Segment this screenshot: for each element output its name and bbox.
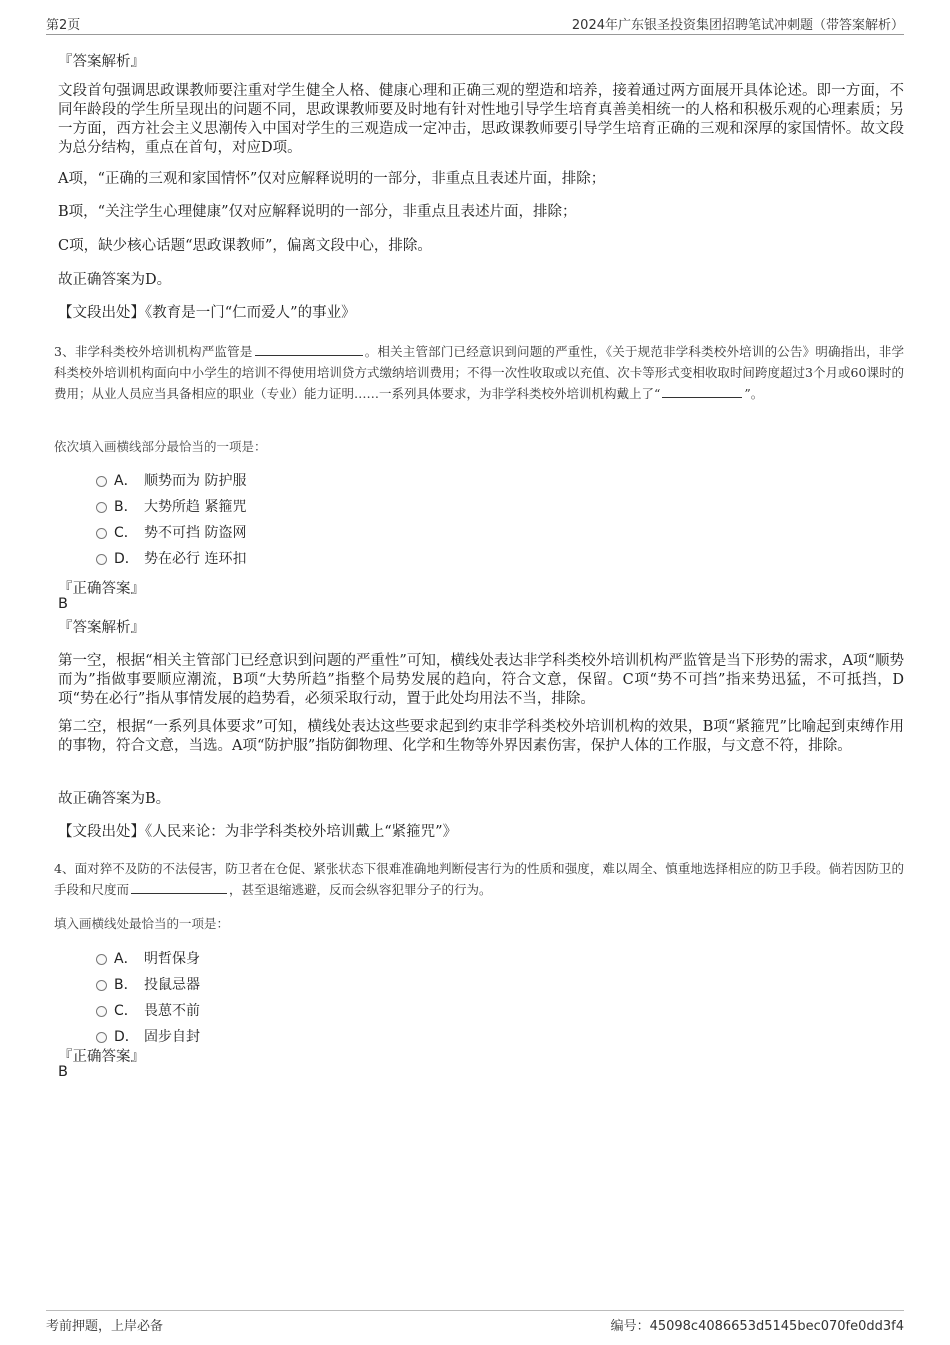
option-letter: B．	[114, 977, 138, 993]
analysis-paragraph: 第二空，根据“一系列具体要求”可知，横线处表达这些要求起到约束非学科类校外培训机构的效果，B项“紧箍咒”比喻起到束缚作用的事物，符合文意，当选。A项“防护服”指防御物理、化学和生物等外界因素伤害，保护人体的工作服，与文意不符，排除。	[58, 719, 904, 754]
analysis-label: 『答案解析』	[58, 54, 145, 70]
question-stem-part: ”。	[744, 386, 764, 401]
correct-answer-label: 『正确答案』	[58, 1049, 145, 1065]
question-stem-part: 3、非学科类校外培训机构严监管是	[54, 344, 253, 359]
question-stem-part: 4、面对猝不及防的不法侵害，防卫者在仓促、紧张状态下很难准确地判断侵害行为的性质和强度，难以周全、慎重地选择相应的防卫手段。倘若因防卫的手段和尺度而	[54, 861, 904, 897]
footer-slogan: 考前押题，上岸必备	[46, 1319, 164, 1334]
answer-blank	[255, 341, 363, 356]
analysis-label: 『答案解析』	[58, 620, 145, 636]
question-stem	[54, 858, 904, 900]
option-letter: C．	[114, 1003, 138, 1019]
radio-button[interactable]	[96, 954, 107, 965]
analysis-paragraph: 文段首句强调思政课教师要注重对学生健全人格、健康心理和正确三观的塑造和培养，接着通过两方面展开具体论述。即一方面，不同年龄段的学生所呈现出的问题不同，思政课教师要及时地有针对性地引导学生培育真善美相统一的人格和积极乐观的心理素质；另一方面，西方社会主义思潮传入中国对学生的三观造成一定冲击，思政课教师要引导学生培育正确的三观和深厚的家国情怀。故文段为总分结构，重点在首句，对应D项。	[58, 83, 904, 156]
correct-answer: B	[58, 1064, 68, 1080]
analysis-paragraph: 第一空，根据“相关主管部门已经意识到问题的严重性”可知，横线处表达非学科类校外培训机构严监管是当下形势的需求，A项“顺势而为”指做事要顺应潮流，B项“大势所趋”指整个局势发展的趋向，符合文意，保留。C项“势不可挡”指来势迅猛，不可抵挡，D项“势在必行”指从事情发展的趋势看，必须采取行动，置于此处均用法不当，排除。	[58, 653, 904, 707]
option-text: 投鼠忌器	[144, 977, 200, 993]
question-stem-part: ，甚至退缩逃避，反而会纵容犯罪分子的行为。	[229, 882, 492, 897]
option-text: 顺势而为 防护服	[144, 473, 247, 489]
option-letter: A．	[114, 473, 138, 489]
correct-answer: B	[58, 596, 68, 612]
radio-button[interactable]	[96, 980, 107, 991]
answer-blank	[662, 383, 742, 398]
option-letter: A．	[114, 951, 138, 967]
radio-button[interactable]	[96, 554, 107, 565]
radio-button[interactable]	[96, 528, 107, 539]
option-text: 势在必行 连环扣	[144, 551, 247, 567]
analysis-paragraph: B项，“关注学生心理健康”仅对应解释说明的一部分，非重点且表述片面，排除；	[58, 204, 577, 220]
question-stem	[54, 341, 904, 404]
answer-blank	[131, 879, 227, 894]
option-letter: C．	[114, 525, 138, 541]
analysis-conclusion: 故正确答案为D。	[58, 272, 172, 288]
option-text: 明哲保身	[144, 951, 200, 967]
document-serial: 编号：45098c4086653d5145bec070fe0dd3f4	[610, 1319, 904, 1334]
document-title: 2024年广东银圣投资集团招聘笔试冲刺题（带答案解析）	[571, 18, 904, 33]
radio-button[interactable]	[96, 502, 107, 513]
correct-answer-label: 『正确答案』	[58, 581, 145, 597]
radio-button[interactable]	[96, 476, 107, 487]
analysis-paragraph: A项，“正确的三观和家国情怀”仅对应解释说明的一部分，非重点且表述片面，排除；	[58, 171, 606, 187]
source-citation: 【文段出处】《人民来论：为非学科类校外培训戴上“紧箍咒”》	[58, 824, 458, 840]
page-footer	[46, 1310, 904, 1333]
option-letter: D．	[114, 1029, 139, 1045]
page-number: 第2页	[46, 18, 81, 33]
radio-button[interactable]	[96, 1032, 107, 1043]
analysis-paragraph: C项，缺少核心话题“思政课教师”，偏离文段中心，排除。	[58, 238, 432, 254]
question-stem-part: 。相关主管部门已经意识到问题的严重性，《关于规范非学科类校外培训的公告》明确指出，非学科类校外培训机构面向中小学生的培训不得使用培训贷方式缴纳培训费用；不得一次性收取或以充值、次卡等形式变相收取时间跨度超过3个月或60课时的费用；从业人员应当具备相应的职业（专业）能力证明……一系列具体要求，为非学科类校外培训机构戴上了“	[54, 344, 904, 401]
page-header	[46, 14, 904, 35]
option-text: 势不可挡 防盗网	[144, 525, 247, 541]
radio-button[interactable]	[96, 1006, 107, 1017]
option-text: 大势所趋 紧箍咒	[144, 499, 247, 515]
option-text: 畏葸不前	[144, 1003, 200, 1019]
question-prompt: 填入画横线处最恰当的一项是：	[54, 916, 230, 931]
source-citation: 【文段出处】《教育是一门“仁而爱人”的事业》	[58, 305, 356, 321]
analysis-conclusion: 故正确答案为B。	[58, 791, 171, 807]
option-letter: B．	[114, 499, 138, 515]
option-text: 固步自封	[144, 1029, 200, 1045]
question-prompt: 依次填入画横线部分最恰当的一项是：	[54, 439, 267, 454]
option-letter: D．	[114, 551, 139, 567]
